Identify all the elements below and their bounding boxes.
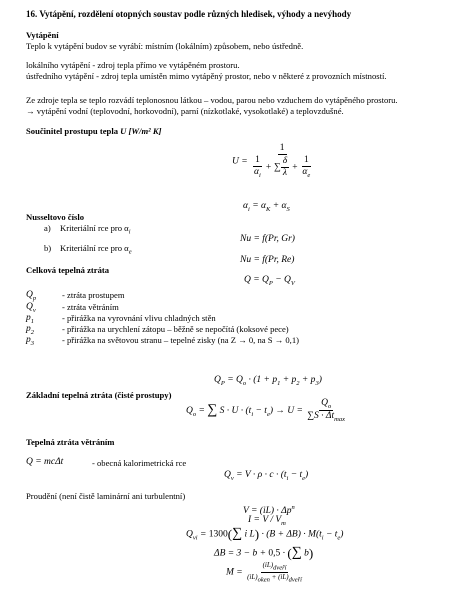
text-lokalni: lokálního vytápění - zdroj tepla přímo ve vytápěném prostoru. bbox=[26, 60, 240, 70]
symbol-qv: $Q_v$ bbox=[26, 302, 36, 314]
formula-nu-1: Nu = f(Pr, Gr) bbox=[240, 234, 295, 244]
formula-u: U = 1 $\frac{1}{\alpha_i}$ + ∑ $\frac{\delta}{\lambda}$ + $\frac{1}{\alpha_e}$ bbox=[232, 143, 311, 179]
formula-qv: $Q_v = V \cdot \rho \cdot c \cdot (t_i - t_e)$ bbox=[224, 470, 309, 482]
text-ustredni: ústředního vytápění - zdroj tepla umístěn mimo vytápěný prostor, nebo v některé z provozních místností. bbox=[26, 71, 387, 81]
formula-q-total: $Q = Q_P - Q_V$ bbox=[244, 275, 295, 287]
formula-q-mc: Q = mcΔt bbox=[26, 457, 64, 467]
formula-delta-b: ΔB = 3 − b + 0,5 · (∑ b) bbox=[214, 545, 314, 561]
symbol-p2: $p_2$ bbox=[26, 324, 34, 336]
text-criteria-b: Kriteriální rce pro $\alpha_e$ bbox=[60, 243, 132, 256]
formula-v: $V = (iL) \cdot \Delta p^n$ bbox=[243, 504, 295, 517]
text-nosna-1: Ze zdroje tepla se teplo rozvádí teplonosnou látkou – vodou, parou nebo vzduchem do vytápěného prostoru. bbox=[26, 95, 398, 105]
page-heading: 16. Vytápění, rozdělení otopných soustav podle různých hledisek, výhody a nevýhody bbox=[26, 9, 352, 19]
symbol-p3: $p_3$ bbox=[26, 335, 34, 347]
section-title-vetrani: Tepelná ztráta větráním bbox=[26, 437, 115, 447]
text-criteria-a: Kriteriální rce pro $\alpha_i$ bbox=[60, 223, 131, 236]
formula-qp-full: $Q_P = Q_o \cdot (1 + p_1 + p_2 + p_3)$ bbox=[214, 375, 322, 387]
text-intro: Teplo k vytápění budov se vyrábí: místním (lokálním) způsobem, nebo ústředně. bbox=[26, 41, 304, 51]
desc-p3: - přirážka na světovou stranu – tepelné zisky (na Z → 0, na S → 0,1) bbox=[62, 335, 299, 345]
section-title-vytapeni: Vytápění bbox=[26, 30, 59, 40]
desc-p1: - přirážka na vyrovnání vlivu chladných stěn bbox=[62, 313, 216, 323]
symbol-qp: $Q_p$ bbox=[26, 290, 37, 302]
formula-nu-2: Nu = f(Pr, Re) bbox=[240, 255, 295, 265]
formula-i: $I = V / V_m$ bbox=[248, 515, 286, 527]
symbol-p1: $p_1$ bbox=[26, 313, 34, 325]
section-title-soucinitel: Součinitel prostupu tepla U [W/m² K] bbox=[26, 126, 162, 136]
formula-qvi: $Q_{vi} = 1300(\sum$ i $L) \cdot (B + \Delta B) \cdot M(t_i - t_e)$ bbox=[186, 526, 344, 542]
desc-qv: - ztráta větráním bbox=[62, 302, 119, 312]
section-title-zakladni: Základní tepelná ztráta (čisté prostupy) bbox=[26, 390, 172, 400]
section-title-proudeni: Proudění (není čistě laminární ani turbulentní) bbox=[26, 491, 186, 501]
formula-qo: $Q_o$ = ∑ $S \cdot U \cdot (t_i - t_e) \to U$ = $\frac{Q_o}{\sum S \cdot \Delta t_{max}}$ bbox=[186, 398, 345, 424]
desc-kalorimetricka: - obecná kalorimetrická rce bbox=[92, 458, 187, 468]
section-title-celkova: Celková tepelná ztráta bbox=[26, 265, 110, 275]
section-title-nusselt: Nusseltovo číslo bbox=[26, 212, 85, 222]
text-nosna-2: → vytápění vodní (teplovodní, horkovodní), parní (nízkotlaké, vysokotlaké) a teplovzdušné. bbox=[26, 106, 344, 116]
desc-p2: - přirážka na urychlení zátopu – běžně se nepočítá (koksové pece) bbox=[62, 324, 289, 334]
list-label-b: b) bbox=[44, 243, 52, 253]
list-label-a: a) bbox=[44, 223, 51, 233]
formula-alpha: $\alpha_i = \alpha_K + \alpha_S$ bbox=[243, 201, 290, 213]
formula-m: M = $\frac{(iL)_{dveří}}{(iL)_{oken} + (iL)_{dveří}}$ bbox=[226, 561, 302, 584]
desc-qp: - ztráta prostupem bbox=[62, 290, 125, 300]
